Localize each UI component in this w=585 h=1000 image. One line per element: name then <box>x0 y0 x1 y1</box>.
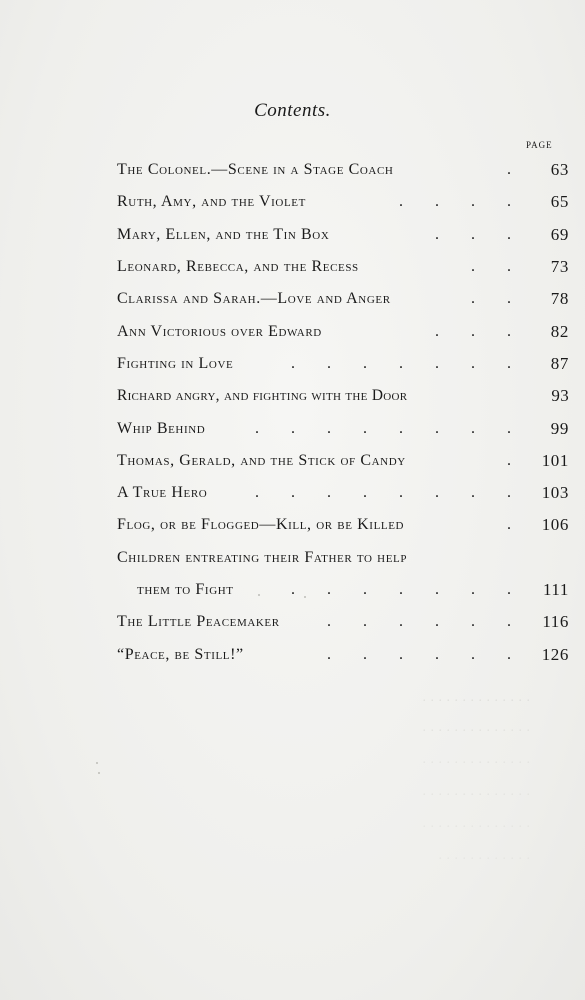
entry-title: Ann Victorious over Edward <box>117 322 322 340</box>
entry-page-number: 65 <box>550 192 569 212</box>
toc-entry[interactable] <box>117 186 569 218</box>
entry-title: Children entreating their Father to help <box>117 548 408 566</box>
entry-page-number: 73 <box>550 257 569 277</box>
entry-title: Clarissa and Sarah.—Love and Anger <box>117 290 391 308</box>
dot-leader: . . . <box>435 322 525 340</box>
entry-page-number: 116 <box>542 612 569 632</box>
entry-title: Leonard, Rebecca, and the Recess <box>117 258 359 276</box>
dot-leader: . <box>507 451 525 469</box>
entry-title: Whip Behind <box>117 419 206 437</box>
entry-page-number: 78 <box>550 289 569 309</box>
entry-title: The Little Peacemaker <box>117 613 280 631</box>
toc-entry[interactable] <box>117 638 569 670</box>
toc-entry[interactable] <box>117 154 569 186</box>
dot-leader: . . . <box>435 225 525 243</box>
entry-title: Ruth, Amy, and the Violet <box>117 193 306 211</box>
show-through-text: . . . . . . . . . . . . . . <box>422 784 530 799</box>
table-of-contents <box>117 154 569 671</box>
entry-title: Flog, or be Flogged—Kill, or be Killed <box>117 516 405 534</box>
page-column-label: PAGE <box>526 140 553 150</box>
toc-entry[interactable] <box>117 445 569 477</box>
entry-page-number: 111 <box>542 580 569 599</box>
entry-title: The Colonel.—Scene in a Stage Coach <box>117 161 394 179</box>
dot-leader: . . . . . . <box>327 613 525 631</box>
toc-entry[interactable] <box>117 542 569 574</box>
entry-page-number: 99 <box>550 418 569 438</box>
dot-leader: . . <box>471 258 525 276</box>
dot-leader: . . . . . . . . <box>255 484 525 502</box>
entry-page-number: 63 <box>550 160 569 180</box>
toc-entry[interactable] <box>117 606 569 638</box>
entry-page-number: 101 <box>541 450 569 470</box>
toc-entry[interactable] <box>117 574 569 606</box>
entry-page-number: 103 <box>541 483 569 503</box>
entry-page-number: 69 <box>550 224 569 244</box>
contents-heading: Contents. <box>254 100 331 121</box>
entry-page-number: 106 <box>541 515 569 535</box>
entry-title: Fighting in Love <box>117 354 234 372</box>
dot-leader: . . <box>471 290 525 308</box>
entry-page-number: 93 <box>551 386 569 406</box>
paper-speck <box>96 762 98 764</box>
toc-entry[interactable] <box>117 315 569 347</box>
entry-title: “Peace, be Still!” <box>117 645 244 663</box>
entry-title: Mary, Ellen, and the Tin Box <box>117 225 330 243</box>
entry-page-number: 82 <box>550 321 569 341</box>
entry-title: A True Hero <box>117 484 208 502</box>
entry-title: them to Fight <box>137 581 234 598</box>
dot-leader: . . . . . . <box>327 645 525 663</box>
dot-leader: . <box>507 161 525 179</box>
show-through-text: . . . . . . . . . . . . . . <box>422 816 530 831</box>
dot-leader: . . . . . . . <box>291 581 525 598</box>
toc-entry[interactable] <box>117 477 569 509</box>
dot-leader: . <box>507 516 525 534</box>
dot-leader: . . . . <box>399 193 525 211</box>
show-through-text: . . . . . . . . . . . . . . <box>422 690 530 705</box>
toc-entry[interactable] <box>117 509 569 541</box>
dot-leader: . . . . . . . . <box>255 419 525 437</box>
entry-page-number: 87 <box>550 353 569 373</box>
toc-entry[interactable] <box>117 412 569 444</box>
entry-title: Richard angry, and fighting with the Door <box>117 387 408 405</box>
entry-page-number: 126 <box>541 644 569 664</box>
toc-entry[interactable] <box>117 251 569 283</box>
dot-leader: . . . . . . . <box>291 354 525 372</box>
show-through-text: . . . . . . . . . . . . . . <box>422 752 530 767</box>
show-through-text: . . . . . . . . . . . . . . <box>422 720 530 735</box>
toc-entry[interactable] <box>117 283 569 315</box>
toc-entry[interactable] <box>117 348 569 380</box>
toc-entry[interactable] <box>117 219 569 251</box>
entry-title: Thomas, Gerald, and the Stick of Candy <box>117 451 406 469</box>
toc-entry[interactable] <box>117 380 569 412</box>
paper-speck <box>98 772 100 774</box>
show-through-text: . . . . . . . . . . . . <box>438 848 530 863</box>
